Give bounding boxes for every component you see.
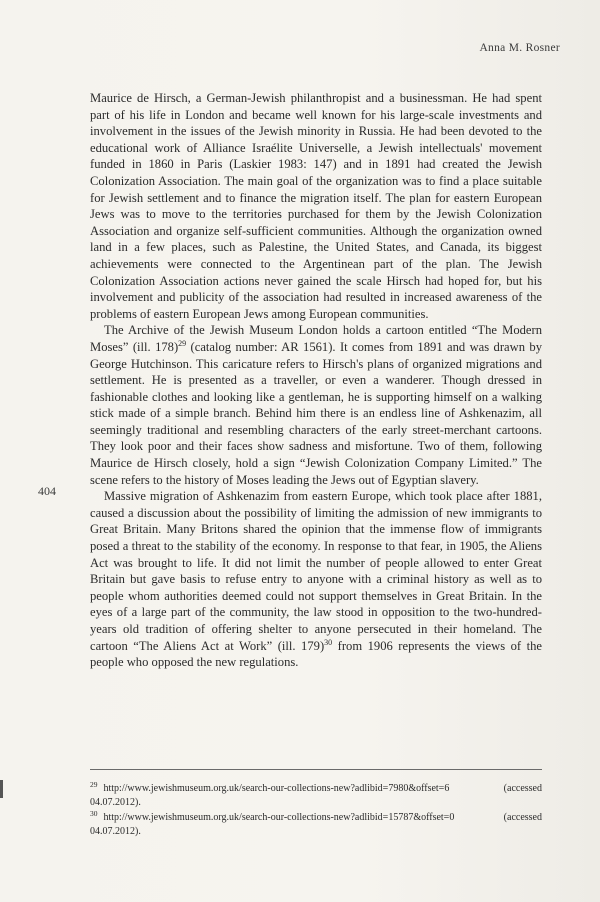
paragraph-2-text-b: (catalog number: AR 1561). It comes from 1891 and was drawn by George Hutchinson. This caricature refers to Hirsch's plans of organized migrations and settlement. He is presented as a traveller, or even a wanderer. Though dressed in fashionable clothes and looking like a gentleman, he is supporting himself on a walking stick made of a simple branch. Behind him there is an endless line of Ashkenazim, all seemingly traditional and resembling characters of the early street-merchant cartoons. They look poor and their faces show sadness and misfortune. Two of them, following Maurice de Hirsch closely, hold a sign “Jewish Colonization Company Limited.” The scene refers to the history of Moses leading the Jews out of Egyptian slavery.: [90, 339, 542, 487]
footnote-number: 30: [90, 808, 98, 818]
page-number: 404: [38, 484, 56, 498]
paragraph-3: [90, 488, 542, 671]
footnote-rule: [90, 769, 542, 770]
footnote-ref-29: 29: [178, 338, 187, 348]
paragraph-3-text-a: Massive migration of Ashkenazim from eastern Europe, which took place after 1881, caused a discussion about the possibility of limiting the admission of new immigrants to Great Britain. Many Britons shared the opinion that the immense flow of immigrants posed a threat to the stability of the economy. In response to that fear, in 1905, the Aliens Act was brought to life. It did not limit the number of people allowed to enter Great Britain but gave basis to refuse entry to anyone with a criminal history as well as to people whom authorities deemed could not support themselves in Great Britain. In the eyes of a large part of the community, the law stood in opposition to the two-hundred-years old tradition of offering shelter to anyone persecuted in their homeland. The cartoon “The Aliens Act at Work” (ill. 179): [90, 489, 542, 653]
footnote-29: [90, 779, 542, 809]
footnotes: [90, 779, 542, 840]
page-edge-mark: [0, 780, 3, 798]
paragraph-3-text-b: from 1906 represents the views of the people who opposed the new regulations.: [90, 638, 542, 670]
footnote-30: [90, 808, 542, 838]
paragraph-2-text-a: The Archive of the Jewish Museum London holds a cartoon entitled “The Modern Moses” (ill. 178): [90, 323, 542, 354]
paragraph-2: [90, 322, 542, 488]
body-text: [90, 90, 542, 671]
footnote-number: 29: [90, 779, 98, 789]
paragraph-1: Maurice de Hirsch, a German-Jewish philanthropist and a businessman. He had spent part of his life in London and became well known for his large-scale investments and involvement in the issues of the Jewish minority in Russia. He had been devoted to the educational work of Alliance Israélite Universelle, a Jewish intellectuals' movement funded in 1860 in Paris (Laskier 1983: 147) and in 1891 had created the Jewish Colonization Association. The main goal of the organization was to find a place suitable for Jewish settlement and to finance the migration itself. The plan for eastern European Jews was to move to the territories purchased for them by the Jewish Colonization Association and organize self-sufficient communities. Although the organization owned land in a few places, such as Palestine, the United States, and Canada, its biggest achievements were connected to the Argentinean part of the plan. The Jewish Colonization Association actions never gained the scale Hirsch had hoped for, but his involvement and publicity of the association had resulted in increased awareness of the problems of eastern European Jews among European communities.: [90, 91, 542, 321]
footnote-text: http://www.jewishmuseum.org.uk/search-our-collections-new?adlibid=15787&offset=0 (accessed 04.07.2012).: [90, 812, 542, 837]
footnote-ref-30: 30: [324, 637, 333, 647]
footnote-text: http://www.jewishmuseum.org.uk/search-our-collections-new?adlibid=7980&offset=6 (accessed 04.07.2012).: [90, 783, 542, 808]
running-head: Anna M. Rosner: [479, 42, 560, 54]
